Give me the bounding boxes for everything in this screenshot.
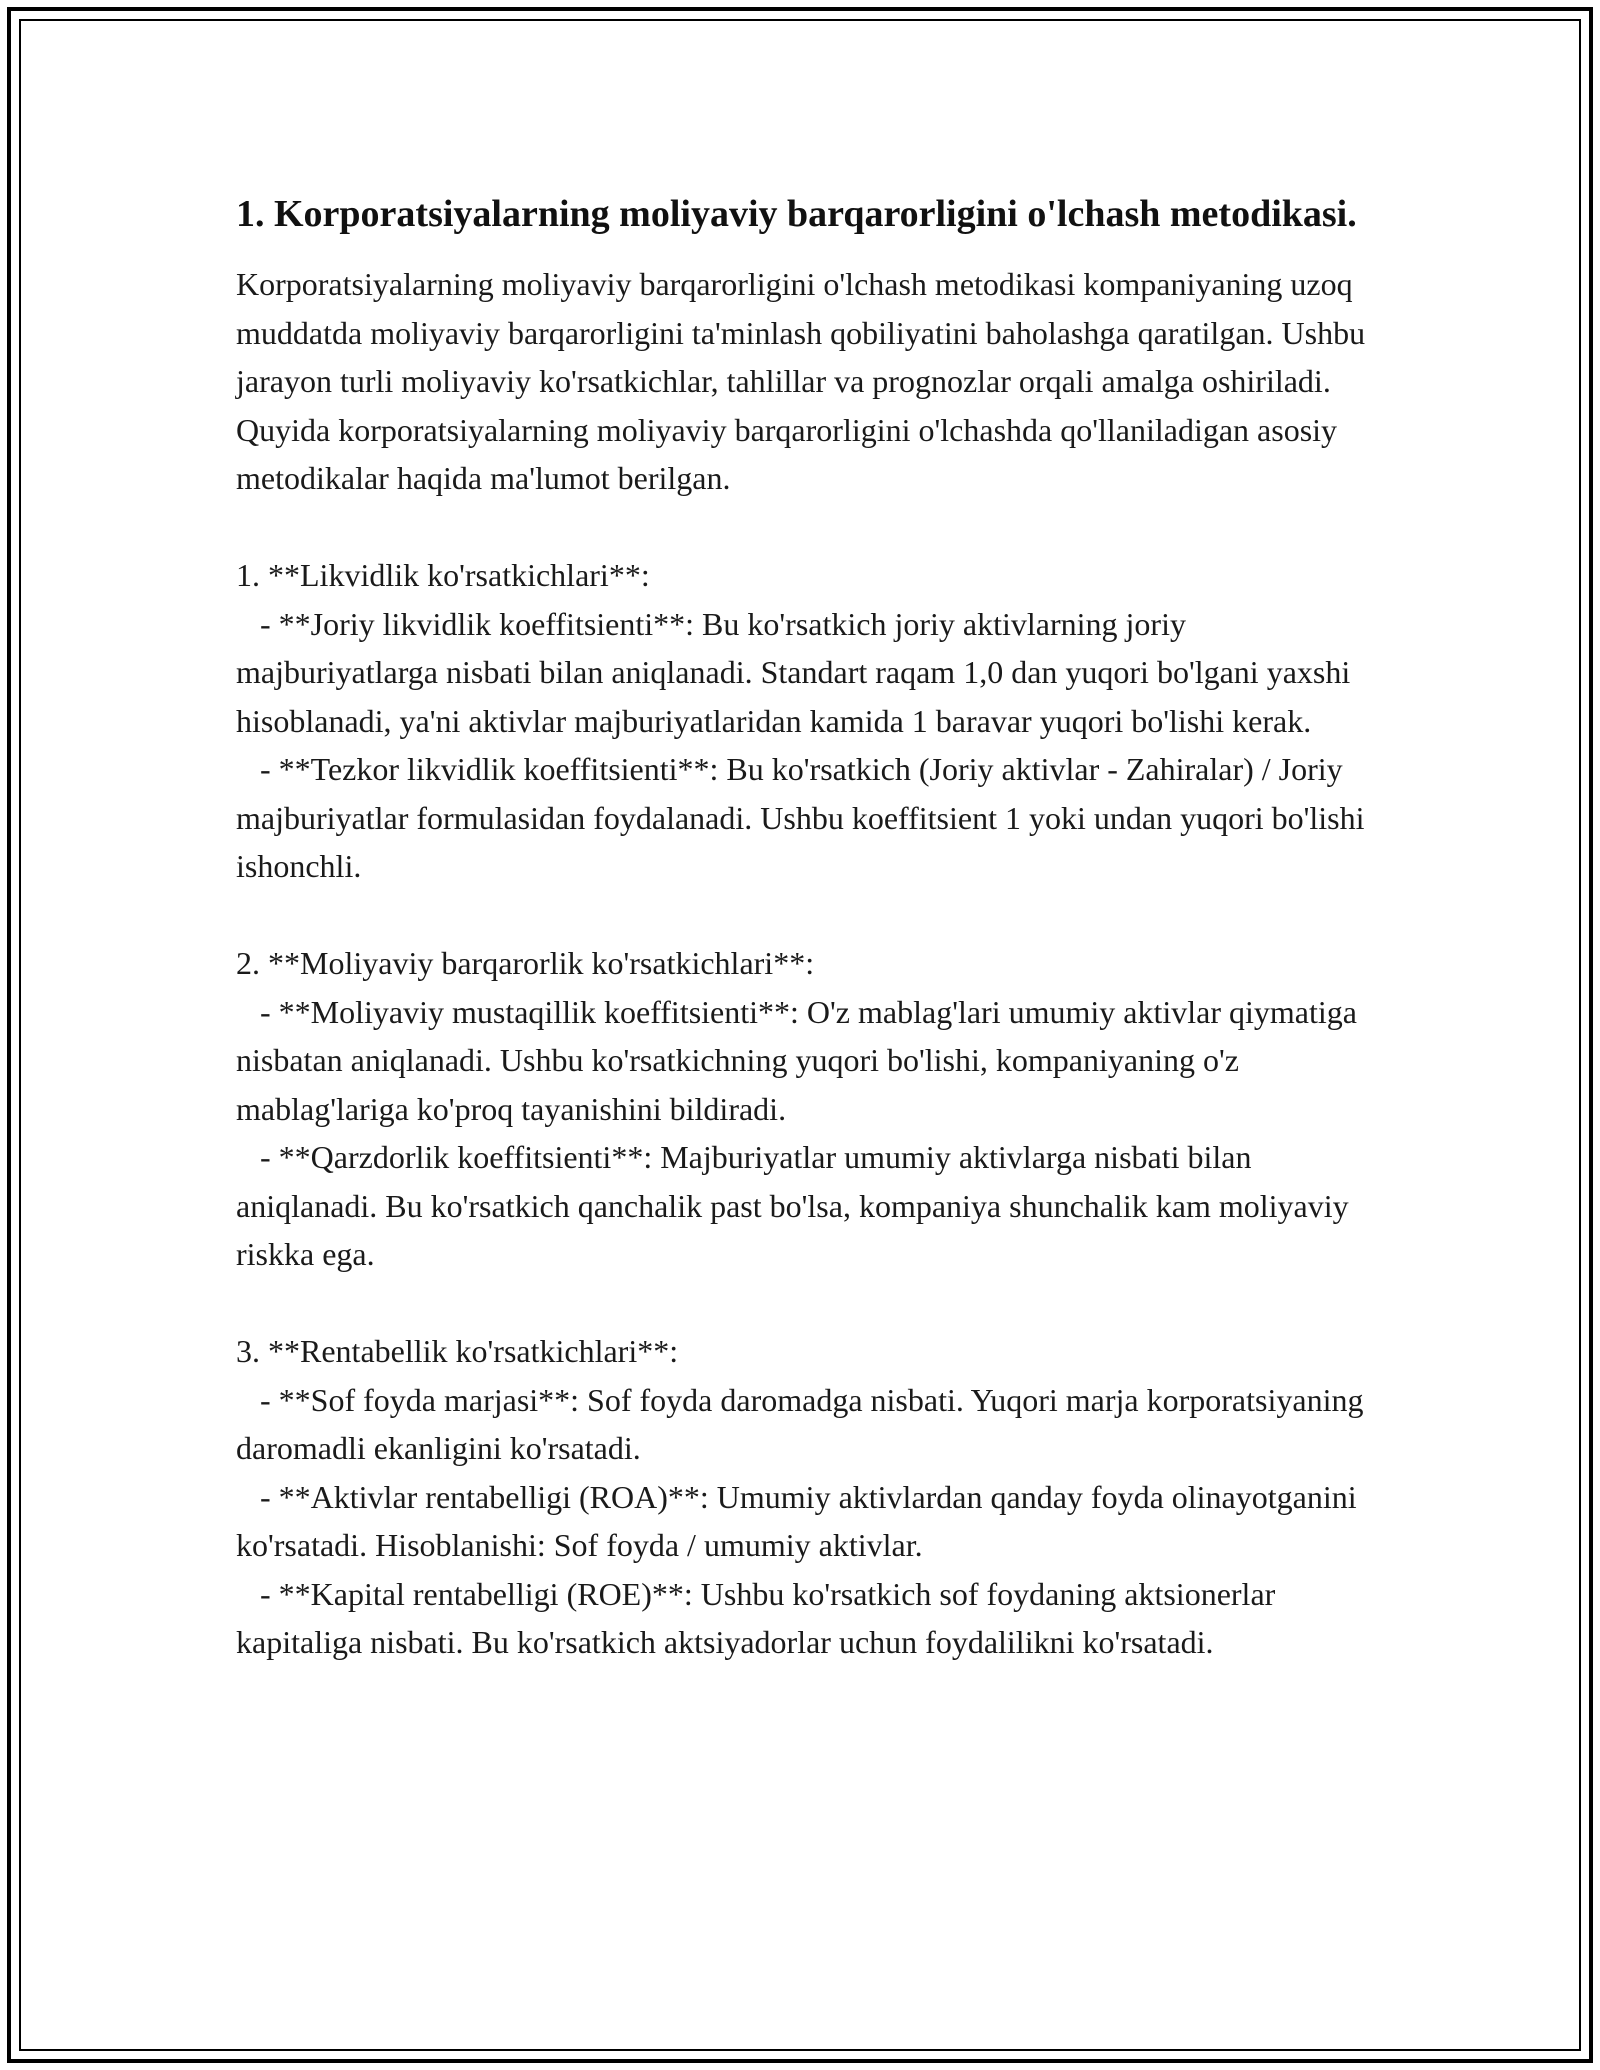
intro-paragraph: Korporatsiyalarning moliyaviy barqarorligini o'lchash metodikasi kompaniyaning uzoq muddatda moliyaviy barqarorligini ta'minlash qobiliyatini baholashga qaratilgan. Ushbu jarayon turli moliyaviy ko'rsatkichlar, tahlillar va prognozlar orqali amalga oshiriladi. Quyida korporatsiyalarning moliyaviy barqarorligini o'lchashda qo'llaniladigan asosiy metodikalar haqida ma'lumot berilgan. (236, 266, 1374, 496)
list-item: - **Sof foyda marjasi**: Sof foyda daromadga nisbati. Yuqori marja korporatsiyaning daromadli ekanligini ko'rsatadi. (236, 1381, 1372, 1466)
list-item: - **Tezkor likvidlik koeffitsienti**: Bu ko'rsatkich (Joriy aktivlar - Zahiralar) / Joriy majburiyatlar formulasidan foydalanadi. Ushbu koeffitsient 1 yoki undan yuqori bo'lishi ishonchli. (236, 751, 1373, 884)
list-item: - **Moliyaviy mustaqillik koeffitsienti**: O'z mablag'lari umumiy aktivlar qiymatiga nisbatan aniqlanadi. Ushbu ko'rsatkichning yuqori bo'lishi, kompaniyaning o'z mablag'lariga ko'proq tayanishini bildiradi. (236, 993, 1365, 1127)
document-body (236, 186, 1376, 1667)
paragraph-gap (236, 503, 1376, 552)
list-item: - **Joriy likvidlik koeffitsienti**: Bu ko'rsatkich joriy aktivlarning joriy majburiyatlarga nisbati bilan aniqlanadi. Standart raqam 1,0 dan yuqori bo'lgani yaxshi hisoblanadi, ya'ni aktivlar majburiyatlaridan kamida 1 baravar yuqori bo'lishi kerak. (236, 605, 1359, 739)
section-heading: 2. **Moliyaviy barqarorlik ko'rsatkichlari**: (236, 945, 815, 981)
list-item: - **Qarzdorlik koeffitsienti**: Majburiyatlar umumiy aktivlarga nisbati bilan aniqlanadi. Bu ko'rsatkich qanchalik past bo'lsa, kompaniya shunchalik kam moliyaviy riskka ega. (236, 1139, 1357, 1272)
list-item: - **Kapital rentabelligi (ROE)**: Ushbu ko'rsatkich sof foydaning aktsionerlar kapitaliga nisbati. Bu ko'rsatkich aktsiyadorlar uchun foydalilikni ko'rsatadi. (236, 1575, 1284, 1660)
list-item: - **Aktivlar rentabelligi (ROA)**: Umumiy aktivlardan qanday foyda olinayotganini ko'rsatadi. Hisoblanishi: Sof foyda / umumiy aktivlar. (236, 1478, 1365, 1563)
section-profitability (236, 1327, 1376, 1667)
section-heading: 3. **Rentabellik ko'rsatkichlari**: (236, 1333, 679, 1369)
paragraph-gap (236, 1279, 1376, 1328)
section-heading: 1. **Likvidlik ko'rsatkichlari**: (236, 557, 650, 593)
document-title: 1. Korporatsiyalarning moliyaviy barqarorligini o'lchash metodikasi. (236, 193, 1357, 235)
paragraph-gap (236, 891, 1376, 940)
section-liquidity (236, 551, 1376, 891)
section-financial-stability (236, 939, 1376, 1279)
